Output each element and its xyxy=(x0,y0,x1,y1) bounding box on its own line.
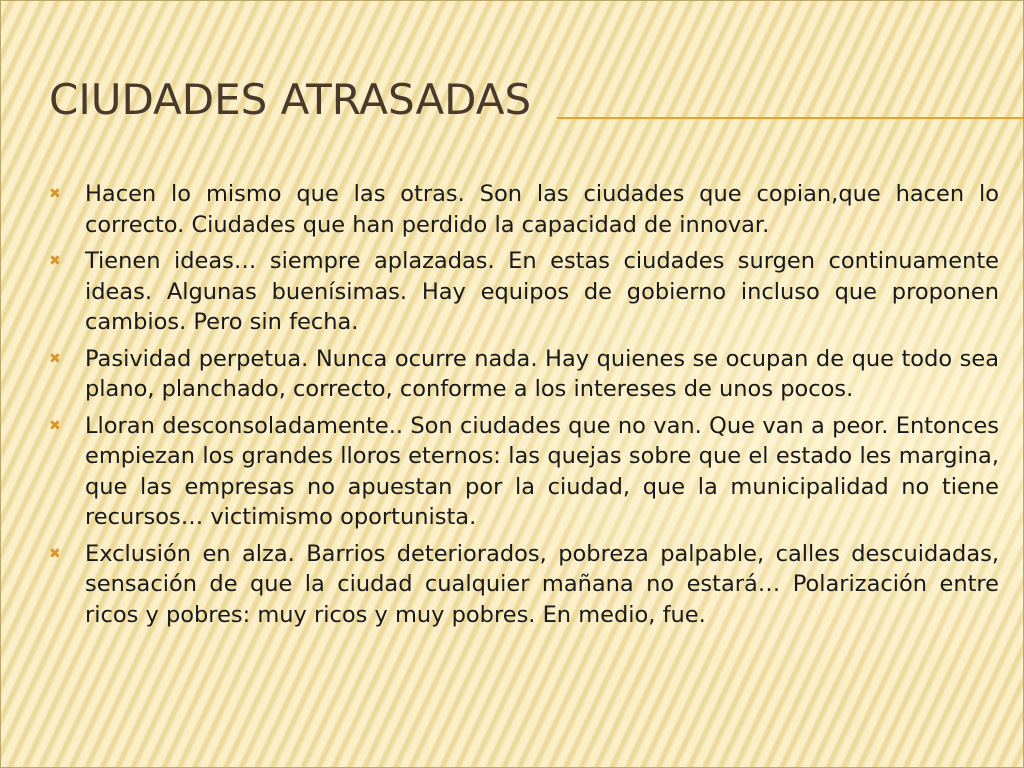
x-mark-bullet-icon: ✖ xyxy=(49,350,61,367)
slide-title: CIUDADES ATRASADAS xyxy=(49,75,532,124)
list-item xyxy=(49,246,999,338)
x-mark-bullet-icon: ✖ xyxy=(49,417,61,434)
x-mark-bullet-icon: ✖ xyxy=(49,545,61,562)
list-item xyxy=(49,179,999,240)
x-mark-bullet-icon: ✖ xyxy=(49,253,61,269)
bullet-list xyxy=(49,179,999,636)
list-item xyxy=(49,539,999,631)
list-item xyxy=(49,411,999,533)
bullet-text: Hacen lo mismo que las otras. Son las ciudades que copian,que hacen lo correcto. Ciudades que han perdido la capacidad de innovar. xyxy=(85,181,999,238)
title-underline xyxy=(557,117,1024,119)
x-mark-bullet-icon: ✖ xyxy=(49,186,61,202)
bullet-text: Tienen ideas… siempre aplazadas. En estas ciudades surgen continuamente ideas. Algunas buenísimas. Hay equipos de gobierno incluso que proponen cambios. Pero sin fecha. xyxy=(85,248,999,335)
list-item xyxy=(49,344,999,405)
bullet-text: Pasividad perpetua. Nunca ocurre nada. Hay quienes se ocupan de que todo sea plano, planchado, correcto, conforme a los intereses de unos pocos. xyxy=(85,345,999,402)
bullet-text: Lloran desconsoladamente.. Son ciudades que no van. Que van a peor. Entonces empiezan los grandes lloros eternos: las quejas sobre que el estado les margina, que las empresas no apuestan por la ciudad, que la municipalidad no tiene recursos… victimismo oportunista. xyxy=(85,412,999,530)
bullet-text: Exclusión en alza. Barrios deteriorados, pobreza palpable, calles descuidadas, sensación de que la ciudad cualquier mañana no estará… Polarización entre ricos y pobres: muy ricos y muy pobres. En medio, fue. xyxy=(85,540,999,628)
